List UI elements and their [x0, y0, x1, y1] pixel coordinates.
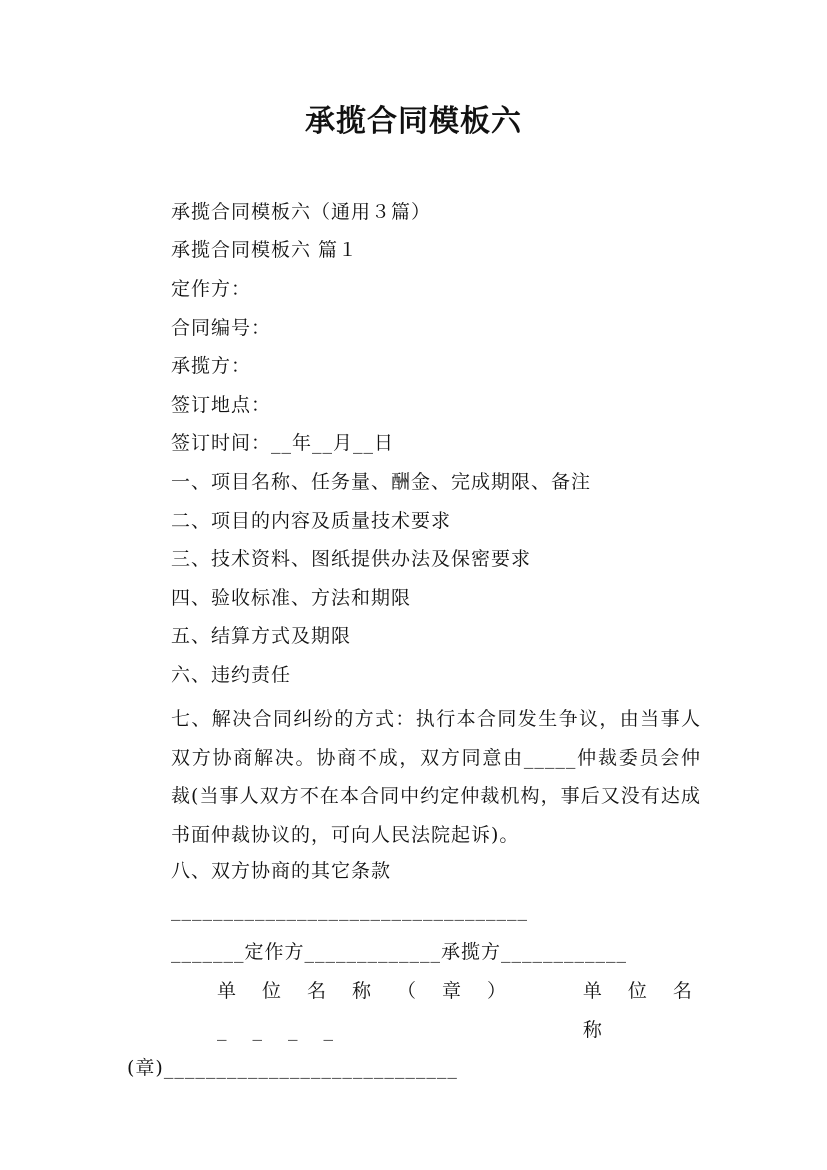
clause-6: 六、违约责任: [171, 664, 292, 686]
unit-name-block: [127, 972, 718, 1088]
unit-name-continuation: (章)____________________________: [127, 1057, 458, 1080]
document-title: 承揽合同模板六: [305, 104, 522, 139]
signature-row: _______定作方_____________承揽方____________: [171, 941, 628, 963]
clause-5: 五、结算方式及期限: [171, 625, 352, 647]
clause-4: 四、验收标准、方法和期限: [171, 587, 412, 609]
unit-name-left: 单位名称（章）____: [217, 980, 533, 1041]
clause-2: 二、项目的内容及质量技术要求: [171, 510, 452, 532]
section-heading: 承揽合同模板六 篇１: [171, 239, 359, 261]
clause-7-text: 七、解决合同纠纷的方式：执行本合同发生争议，由当事人双方协商解决。协商不成，双方同意由_____仲裁委员会仲裁(当事人双方不在本合同中约定仲裁机构，事后又没有达成书面仲裁协议的，可向人民法院起诉)。: [171, 708, 701, 846]
signing-place-label: 签订地点：: [171, 394, 272, 416]
clause-7-paragraph: [127, 700, 701, 854]
blank-line: __________________________________: [171, 899, 528, 921]
unit-name-right: 单位名称: [582, 980, 718, 1041]
contract-number-label: 合同编号：: [171, 317, 272, 339]
subtitle-line: 承揽合同模板六（通用３篇）: [171, 201, 432, 223]
unit-name-row: [127, 972, 718, 1049]
party-a-label: 定作方：: [171, 278, 252, 300]
clause-3: 三、技术资料、图纸提供办法及保密要求: [171, 548, 532, 570]
party-b-label: 承揽方：: [171, 355, 252, 377]
clause-1: 一、项目名称、任务量、酬金、完成期限、备注: [171, 471, 592, 493]
signing-date-label: 签订时间：__年__月__日: [171, 432, 395, 454]
clause-8: 八、双方协商的其它条款: [171, 860, 392, 882]
